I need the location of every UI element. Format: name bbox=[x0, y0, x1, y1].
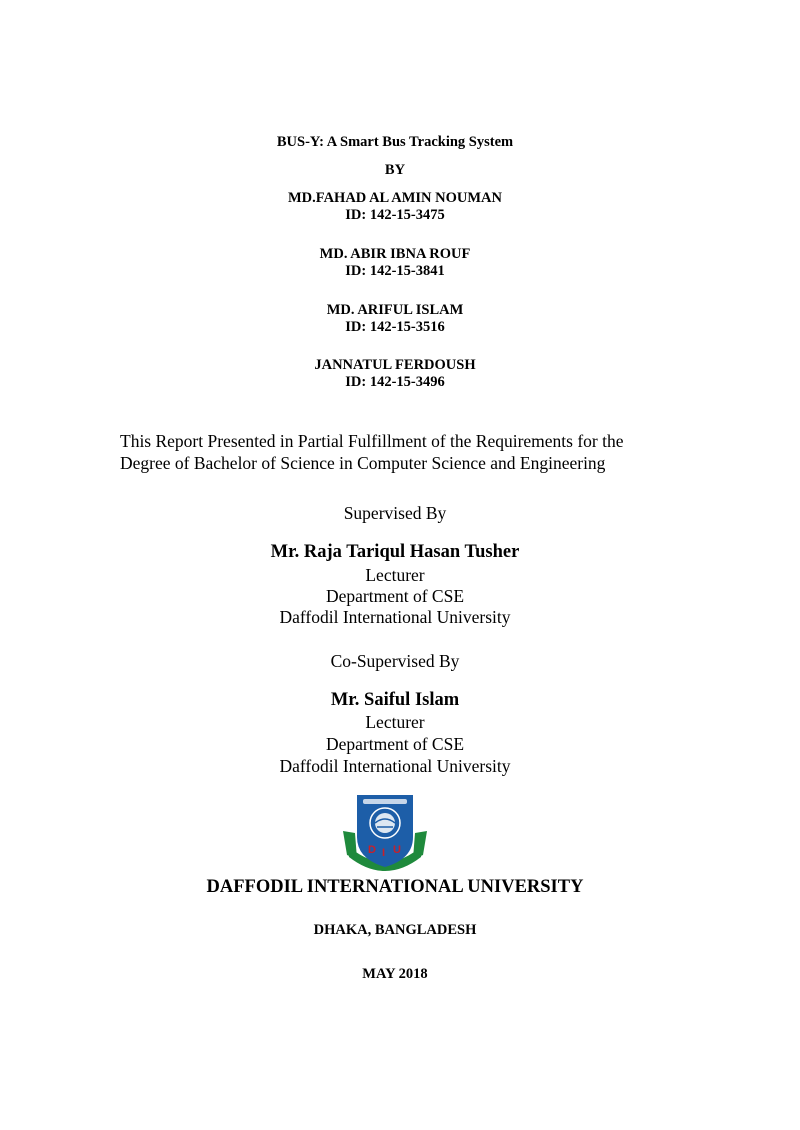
author-name: JANNATUL FERDOUSH bbox=[314, 357, 476, 373]
supervised-by-heading: Supervised By bbox=[343, 503, 447, 523]
logo-letter-d: D bbox=[368, 844, 376, 856]
degree-statement bbox=[120, 430, 720, 474]
degree-statement-line: Degree of Bachelor of Science in Computer Science and Engineering bbox=[120, 453, 606, 473]
author-name: MD. ABIR IBNA ROUF bbox=[319, 246, 471, 262]
degree-statement-line: This Report Presented in Partial Fulfillment of the Requirements for the bbox=[120, 431, 624, 451]
co-supervisor-name: Mr. Saiful Islam bbox=[330, 690, 460, 710]
author-id: ID: 142-15-3496 bbox=[345, 374, 445, 390]
supervisor-name: Mr. Raja Tariqul Hasan Tusher bbox=[270, 542, 520, 562]
submission-date: MAY 2018 bbox=[362, 966, 428, 982]
by-label: BY bbox=[384, 162, 406, 178]
diu-logo-icon bbox=[341, 793, 429, 873]
supervisor-university: Daffodil International University bbox=[279, 607, 511, 627]
co-supervisor-university: Daffodil International University bbox=[279, 756, 511, 776]
institution-name: DAFFODIL INTERNATIONAL UNIVERSITY bbox=[206, 877, 584, 897]
supervisor-designation: Lecturer bbox=[365, 565, 425, 585]
co-supervised-by-heading: Co-Supervised By bbox=[330, 651, 460, 671]
author-id: ID: 142-15-3841 bbox=[345, 263, 445, 279]
author-id: ID: 142-15-3475 bbox=[345, 207, 445, 223]
supervisor-department: Department of CSE bbox=[325, 586, 465, 606]
author-name: MD. ARIFUL ISLAM bbox=[326, 302, 464, 318]
author-name: MD.FAHAD AL AMIN NOUMAN bbox=[288, 190, 502, 206]
institution-location: DHAKA, BANGLADESH bbox=[313, 922, 477, 938]
logo-letter-u: U bbox=[393, 844, 401, 856]
co-supervisor-department: Department of CSE bbox=[325, 734, 465, 754]
report-title: BUS-Y: A Smart Bus Tracking System bbox=[276, 134, 514, 150]
logo-letter-i: I bbox=[382, 847, 386, 859]
author-id: ID: 142-15-3516 bbox=[345, 319, 445, 335]
co-supervisor-designation: Lecturer bbox=[365, 712, 425, 732]
